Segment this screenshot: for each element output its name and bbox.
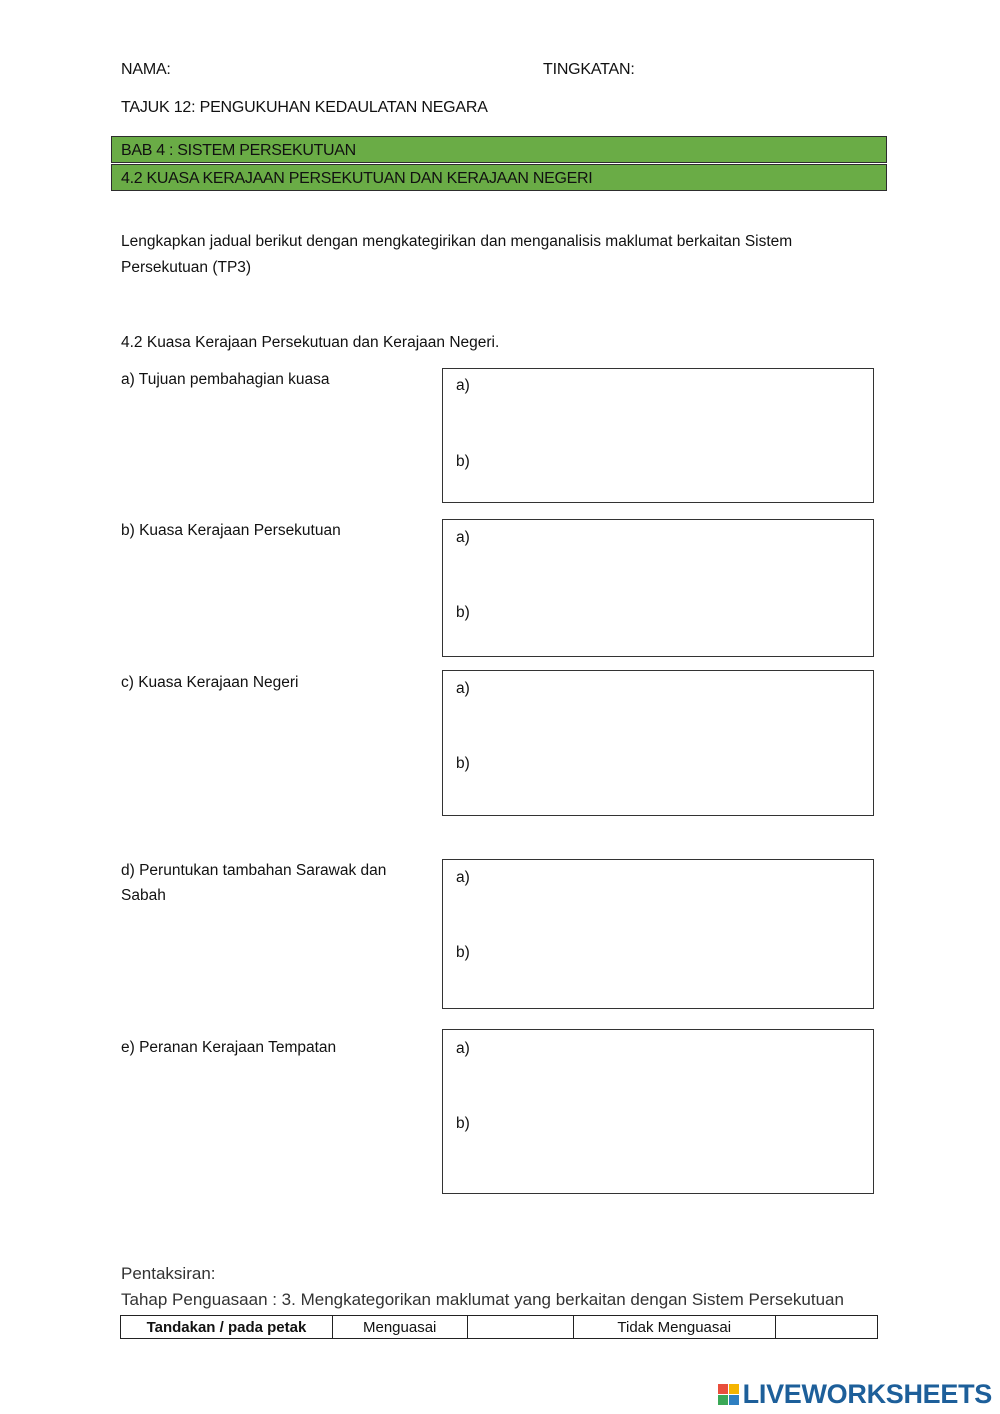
- sub-answer-a: a): [456, 1040, 470, 1057]
- liveworksheets-logo: [718, 1378, 992, 1410]
- assessment-table: [120, 1315, 878, 1339]
- question-label-line: c) Kuasa Kerajaan Negeri: [121, 674, 299, 691]
- sub-answer-b: b): [456, 604, 470, 621]
- question-label-line: a) Tujuan pembahagian kuasa: [121, 371, 330, 388]
- name-label: NAMA:: [121, 61, 171, 78]
- sub-answer-a: a): [456, 377, 470, 394]
- checkbox-menguasai[interactable]: [467, 1316, 573, 1339]
- chapter-banner: BAB 4 : SISTEM PERSEKUTUAN: [111, 136, 887, 163]
- answer-box-b[interactable]: [442, 519, 874, 657]
- section-title: 4.2 Kuasa Kerajaan Persekutuan dan Kerajaan Negeri.: [121, 334, 500, 351]
- question-c-label: [121, 670, 421, 695]
- question-label-line: b) Kuasa Kerajaan Persekutuan: [121, 522, 341, 539]
- question-b-label: [121, 518, 421, 543]
- logo-text: LIVEWORKSHEETS: [742, 1378, 992, 1409]
- answer-box-c[interactable]: [442, 670, 874, 816]
- option-tidak-menguasai: Tidak Menguasai: [573, 1316, 775, 1339]
- question-label-line: Sabah: [121, 887, 166, 904]
- sub-answer-a: a): [456, 869, 470, 886]
- question-label-line: d) Peruntukan tambahan Sarawak dan: [121, 862, 387, 879]
- instruction: [121, 229, 901, 281]
- sub-answer-a: a): [456, 529, 470, 546]
- assessment-title: Pentaksiran:: [121, 1264, 216, 1283]
- instruction-line-2: Persekutuan (TP3): [121, 259, 252, 276]
- question-a-label: [121, 367, 421, 392]
- tick-instruction: Tandakan / pada petak: [121, 1316, 333, 1339]
- option-menguasai: Menguasai: [332, 1316, 467, 1339]
- topic-title: TAJUK 12: PENGUKUHAN KEDAULATAN NEGARA: [121, 99, 488, 116]
- answer-box-d[interactable]: [442, 859, 874, 1009]
- subtopic-banner: 4.2 KUASA KERAJAAN PERSEKUTUAN DAN KERAJAAN NEGERI: [111, 164, 887, 191]
- sub-answer-b: b): [456, 453, 470, 470]
- sub-answer-a: a): [456, 680, 470, 697]
- class-label: TINGKATAN:: [543, 61, 635, 78]
- answer-box-a[interactable]: [442, 368, 874, 503]
- question-e-label: [121, 1035, 421, 1060]
- instruction-line-1: Lengkapkan jadual berikut dengan mengkategirikan dan menganalisis maklumat berkaitan Sistem: [121, 233, 793, 250]
- answer-box-e[interactable]: [442, 1029, 874, 1194]
- sub-answer-b: b): [456, 1115, 470, 1132]
- checkbox-tidak-menguasai[interactable]: [775, 1316, 877, 1339]
- question-d-label: [121, 858, 421, 908]
- assessment-level: Tahap Penguasaan : 3. Mengkategorikan maklumat yang berkaitan dengan Sistem Persekutuan: [121, 1290, 844, 1309]
- sub-answer-b: b): [456, 755, 470, 772]
- question-label-line: e) Peranan Kerajaan Tempatan: [121, 1039, 337, 1056]
- liveworksheets-grid-icon: [718, 1384, 739, 1405]
- sub-answer-b: b): [456, 944, 470, 961]
